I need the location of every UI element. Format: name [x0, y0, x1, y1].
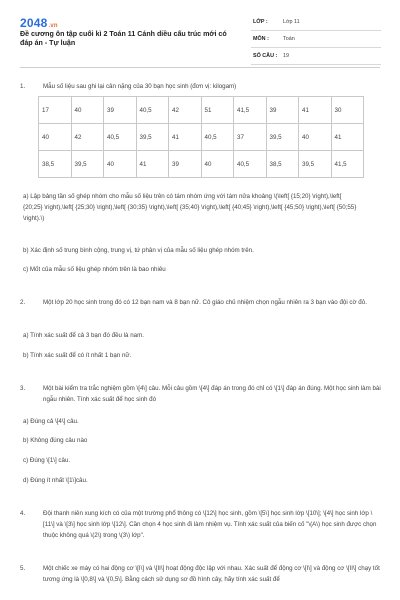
question-part: b) Xác định số trung bình cộng, trung vị, tứ phân vị của mẫu số liệu ghép nhóm trên. — [23, 247, 254, 254]
header-divider — [20, 67, 380, 68]
table-cell: 39,5 — [266, 124, 299, 151]
question-part: b) Tính xác suất để có ít nhất 1 bạn nữ. — [23, 352, 132, 359]
table-cell: 39 — [169, 151, 202, 178]
table-cell: 40 — [201, 151, 234, 178]
table-cell: 41,5 — [234, 97, 267, 124]
question-text: Mẫu số liệu sau ghi lại cân nặng của 30 bạn học sinh (đơn vị: kilogam) — [43, 83, 237, 90]
table-cell: 39,5 — [299, 151, 332, 178]
table-cell: 39 — [266, 97, 299, 124]
table-cell: 38,5 — [39, 151, 72, 178]
question-number: 1. — [20, 83, 26, 90]
table-cell: 41 — [136, 151, 169, 178]
table-cell: 40,5 — [234, 151, 267, 178]
meta-label: SỐ CÂU : — [253, 53, 278, 59]
table-cell: 42 — [169, 97, 202, 124]
site-logo[interactable] — [20, 16, 58, 30]
meta-panel — [251, 14, 381, 65]
question-part: a) Tính xác suất để cả 3 bạn đó đều là nam. — [23, 332, 144, 339]
document-title: Đề cương ôn tập cuối kì 2 Toán 11 Cánh diều cấu trúc mới có đáp án - Tự luận — [20, 30, 227, 48]
table-cell: 30 — [331, 97, 364, 124]
meta-row-subject — [251, 31, 381, 48]
question-part: c) Mốt của mẫu số liệu ghép nhóm trên là bao nhiêu — [23, 266, 166, 273]
question-text: Đội thanh niên xung kích có của một trường phổ thông có \[12\] học sinh, gồm \[5\] học sinh lớp \[10\]; \[4\] học sinh lớp \[11\] và \[3\] học sinh lớp \[12\]. Cần chọn 4 học sinh đi làm nhiệm vụ. Tính xác suất của biến cố "\(A\) học sinh được chọn thuộc không quá \(2\) trong \(3\) lớp". — [43, 510, 377, 539]
question-part: b) Không đúng câu nào — [23, 437, 88, 444]
question-text: Một chiếc xe máy có hai động cơ \[I\] và \[II\] hoạt động độc lập với nhau. Xác suất để động cơ \[I\] và động cơ \[II\] chạy tốt tương ứng là \[0,8\] và \[0,5\]. Bằng cách sử dụng sơ đồ hình cây, hãy tính xác suất để — [43, 565, 380, 583]
table-cell: 40,5 — [136, 97, 169, 124]
table-cell: 40,5 — [104, 124, 137, 151]
table-cell: 37 — [234, 124, 267, 151]
question-number: 2. — [20, 299, 26, 306]
meta-value: Lớp 11 — [283, 19, 300, 25]
meta-label: MÔN : — [253, 36, 269, 42]
table-row — [39, 97, 364, 124]
table-cell: 42 — [71, 124, 104, 151]
table-cell: 51 — [201, 97, 234, 124]
table-cell: 39,5 — [136, 124, 169, 151]
question-number: 5. — [20, 565, 26, 572]
question-part: d) Đúng ít nhất \[1\]câu. — [23, 477, 88, 484]
meta-value: Toán — [283, 36, 295, 42]
table-cell: 40 — [299, 124, 332, 151]
table-cell: 40 — [39, 124, 72, 151]
table-cell: 39,5 — [71, 151, 104, 178]
meta-label: LỚP : — [253, 19, 268, 25]
table-cell: 39 — [104, 97, 137, 124]
table-cell: 41 — [331, 124, 364, 151]
meta-value: 19 — [283, 53, 289, 59]
question-number: 4. — [20, 510, 26, 517]
question-text: Một bài kiểm tra trắc nghiệm gồm \[4\] câu. Mỗi câu gồm \[4\] đáp án trong đó chỉ có \[1\] đáp án đúng. Một học sinh làm bài ngẫu nhiên. Tính xác suất để học sinh đó — [43, 385, 381, 403]
table-cell: 41,5 — [331, 151, 364, 178]
table-cell: 38,5 — [266, 151, 299, 178]
question-number: 3. — [20, 385, 26, 392]
logo-text: 2048 — [20, 16, 48, 30]
table-cell: 40,5 — [201, 124, 234, 151]
table-cell: 41 — [169, 124, 202, 151]
question-part: c) Đúng \[1\] câu. — [23, 457, 71, 464]
meta-row-count — [251, 48, 381, 65]
table-cell: 40 — [104, 151, 137, 178]
table-cell: 17 — [39, 97, 72, 124]
table-cell: 40 — [71, 97, 104, 124]
table-row — [39, 124, 364, 151]
table-row — [39, 151, 364, 178]
question-part: a) Lập bảng tần số ghép nhóm cho mẫu số liệu trên có tám nhóm ứng với tám nửa khoảng \(\left[ {15;20} \right),\left[ {20;25} \right),\left[ {25;30} \right),\left[ {30;35} \right),\left[ {35;40} \right),\left[ {40;45} \right),\left[ {45;50} \right),\left[ {50;55} \right).\) — [23, 193, 357, 222]
table-cell: 41 — [299, 97, 332, 124]
weight-data-table — [38, 96, 364, 178]
logo-suffix: .vn — [48, 23, 58, 29]
question-text: Một lớp 20 học sinh trong đó có 12 bạn nam và 8 bạn nữ. Cô giáo chủ nhiệm chọn ngẫu nhiên ra 3 bạn vào đội cờ đỏ. — [43, 299, 367, 306]
meta-row-class — [251, 14, 381, 31]
question-part: a) Đúng cả \[4\] câu. — [23, 418, 79, 425]
